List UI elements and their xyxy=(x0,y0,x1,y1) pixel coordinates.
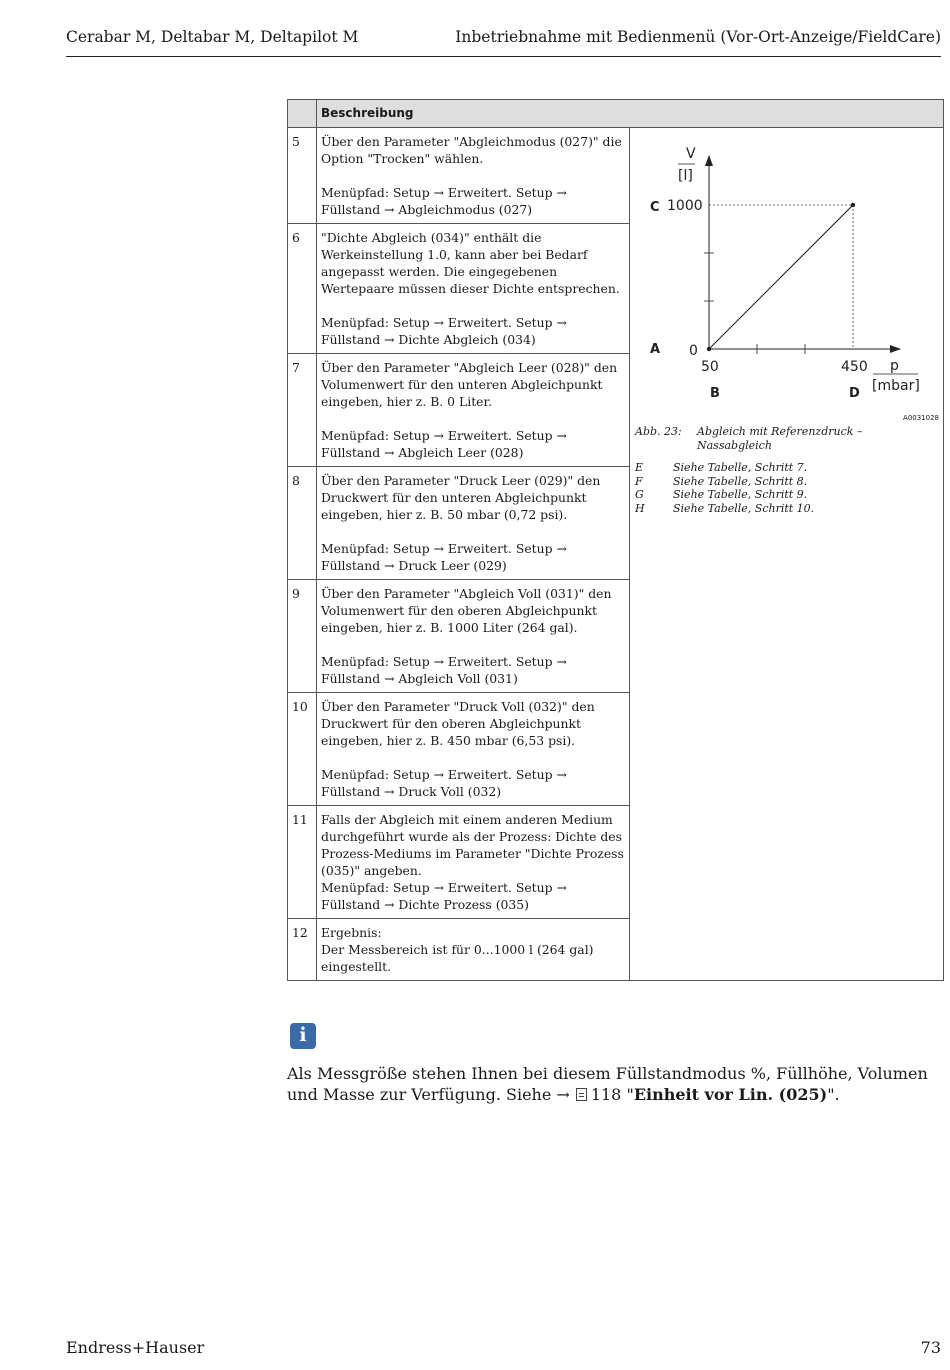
step-description xyxy=(317,806,630,919)
step-text: Über den Parameter "Abgleichmodus (027)" die Option "Trocken" wählen. xyxy=(321,134,622,166)
header-product-names: Cerabar M, Deltabar M, Deltapilot M xyxy=(66,28,359,46)
table-header-num xyxy=(288,100,317,128)
info-text: Als Messgröße stehen Ihnen bei diesem Füllstandmodus %, Füllhöhe, Volumen und Masse zur Verfügung. Siehe → xyxy=(287,1064,928,1104)
x-axis-arrow xyxy=(890,345,901,353)
step-text: Ergebnis: xyxy=(321,925,382,940)
x-label-unit: [mbar] xyxy=(872,378,920,394)
info-note xyxy=(287,1063,947,1105)
step-text: Über den Parameter "Druck Leer (029)" den Druckwert für den unteren Abgleichpunkt eingeben, hier z. B. 50 mbar (0,72 psi). xyxy=(321,473,601,522)
data-point-empty xyxy=(707,347,711,351)
step-description xyxy=(317,128,630,224)
step-result-text: Der Messbereich ist für 0...1000 l (264 gal) eingestellt. xyxy=(321,942,594,974)
step-menu-path: Menüpfad: Setup → Erweitert. Setup → Füllstand → Abgleichmodus (027) xyxy=(321,185,567,217)
letter-d: D xyxy=(849,386,860,401)
legend-text: Siehe Tabelle, Schritt 8. xyxy=(673,474,808,488)
steps-table xyxy=(287,99,944,981)
step-menu-path: Menüpfad: Setup → Erweitert. Setup → Füllstand → Druck Leer (029) xyxy=(321,541,567,573)
step-number: 5 xyxy=(288,128,317,224)
step-menu-path: Menüpfad: Setup → Erweitert. Setup → Füllstand → Dichte Abgleich (034) xyxy=(321,315,567,347)
figure-legend xyxy=(635,461,814,516)
y-tick-label-max: 1000 xyxy=(667,198,703,214)
footer-company: Endress+Hauser xyxy=(66,1338,205,1357)
legend-key: F xyxy=(635,474,643,488)
letter-b: B xyxy=(710,386,720,401)
y-tick-label-zero: 0 xyxy=(689,343,698,359)
header-rule xyxy=(66,56,941,57)
step-description xyxy=(317,919,630,981)
table-header-description: Beschreibung xyxy=(317,100,944,128)
step-number: 6 xyxy=(288,224,317,354)
legend-item xyxy=(635,502,814,516)
x-tick-label-max: 450 xyxy=(841,359,868,375)
x-tick-label-min: 50 xyxy=(701,359,719,375)
step-number: 7 xyxy=(288,354,317,467)
step-number: 10 xyxy=(288,693,317,806)
legend-text: Siehe Tabelle, Schritt 10. xyxy=(673,502,815,516)
table-row xyxy=(288,128,944,224)
x-label-top: p xyxy=(890,358,899,374)
step-number: 8 xyxy=(288,467,317,580)
step-text: Falls der Abgleich mit einem anderen Medium durchgeführt wurde als der Prozess: Dichte des Prozess-Mediums im Parameter "Dichte Prozess (035)" angeben. xyxy=(321,812,624,878)
step-text: "Dichte Abgleich (034)" enthält die Werkeinstellung 1.0, kann aber bei Bedarf angepasst werden. Die eingegebenen Wertepaare müssen dieser Dichte entsprechen. xyxy=(321,230,620,296)
step-text: Über den Parameter "Druck Voll (032)" den Druckwert für den oberen Abgleichpunkt eingeben, hier z. B. 450 mbar (6,53 psi). xyxy=(321,699,595,748)
letter-a: A xyxy=(650,342,661,357)
legend-key: H xyxy=(635,502,645,516)
step-description xyxy=(317,224,630,354)
legend-item xyxy=(635,461,814,475)
step-description xyxy=(317,467,630,580)
quote-open: " xyxy=(626,1085,634,1104)
series-line xyxy=(709,205,853,349)
caption-label: Abb. 23: xyxy=(635,425,682,438)
legend-text: Siehe Tabelle, Schritt 7. xyxy=(673,461,808,474)
figure-caption xyxy=(635,425,935,453)
step-description xyxy=(317,693,630,806)
step-menu-path: Menüpfad: Setup → Erweitert. Setup → Füllstand → Dichte Prozess (035) xyxy=(321,880,567,912)
step-number: 12 xyxy=(288,919,317,981)
step-text: Über den Parameter "Abgleich Voll (031)" den Volumenwert für den oberen Abgleichpunkt eingeben, hier z. B. 1000 Liter (264 gal). xyxy=(321,586,612,635)
calibration-chart xyxy=(630,128,944,418)
y-axis-arrow xyxy=(705,155,713,166)
step-number: 11 xyxy=(288,806,317,919)
figure-cell xyxy=(630,128,944,981)
legend-key: E xyxy=(635,461,644,474)
y-label-top: V xyxy=(686,146,696,162)
document-icon xyxy=(576,1088,587,1101)
header-chapter-title: Inbetriebnahme mit Bedienmenü (Vor-Ort-Anzeige/FieldCare) xyxy=(455,28,941,46)
legend-item xyxy=(635,488,814,502)
y-label-unit: [l] xyxy=(678,168,693,184)
step-description xyxy=(317,580,630,693)
step-menu-path: Menüpfad: Setup → Erweitert. Setup → Füllstand → Abgleich Leer (028) xyxy=(321,428,567,460)
legend-key: G xyxy=(635,488,644,502)
step-menu-path: Menüpfad: Setup → Erweitert. Setup → Füllstand → Abgleich Voll (031) xyxy=(321,654,567,686)
step-text: Über den Parameter "Abgleich Leer (028)" den Volumenwert für den unteren Abgleichpunkt eingeben, hier z. B. 0 Liter. xyxy=(321,360,618,409)
table-header-row xyxy=(288,100,944,128)
quote-close: ". xyxy=(827,1085,840,1104)
step-menu-path: Menüpfad: Setup → Erweitert. Setup → Füllstand → Druck Voll (032) xyxy=(321,767,567,799)
legend-item xyxy=(635,475,814,489)
figure-code: A0031028 xyxy=(903,414,939,422)
letter-c: C xyxy=(650,200,660,215)
info-icon: i xyxy=(290,1023,316,1049)
parameter-name: Einheit vor Lin. (025) xyxy=(633,1085,828,1104)
page-number: 73 xyxy=(920,1338,941,1357)
step-number: 9 xyxy=(288,580,317,693)
legend-text: Siehe Tabelle, Schritt 9. xyxy=(673,488,808,502)
caption-text: Abgleich mit Referenzdruck – Nassabgleich xyxy=(697,425,863,452)
data-point-full xyxy=(851,203,855,207)
page-reference[interactable]: 118 xyxy=(590,1085,622,1104)
step-description xyxy=(317,354,630,467)
